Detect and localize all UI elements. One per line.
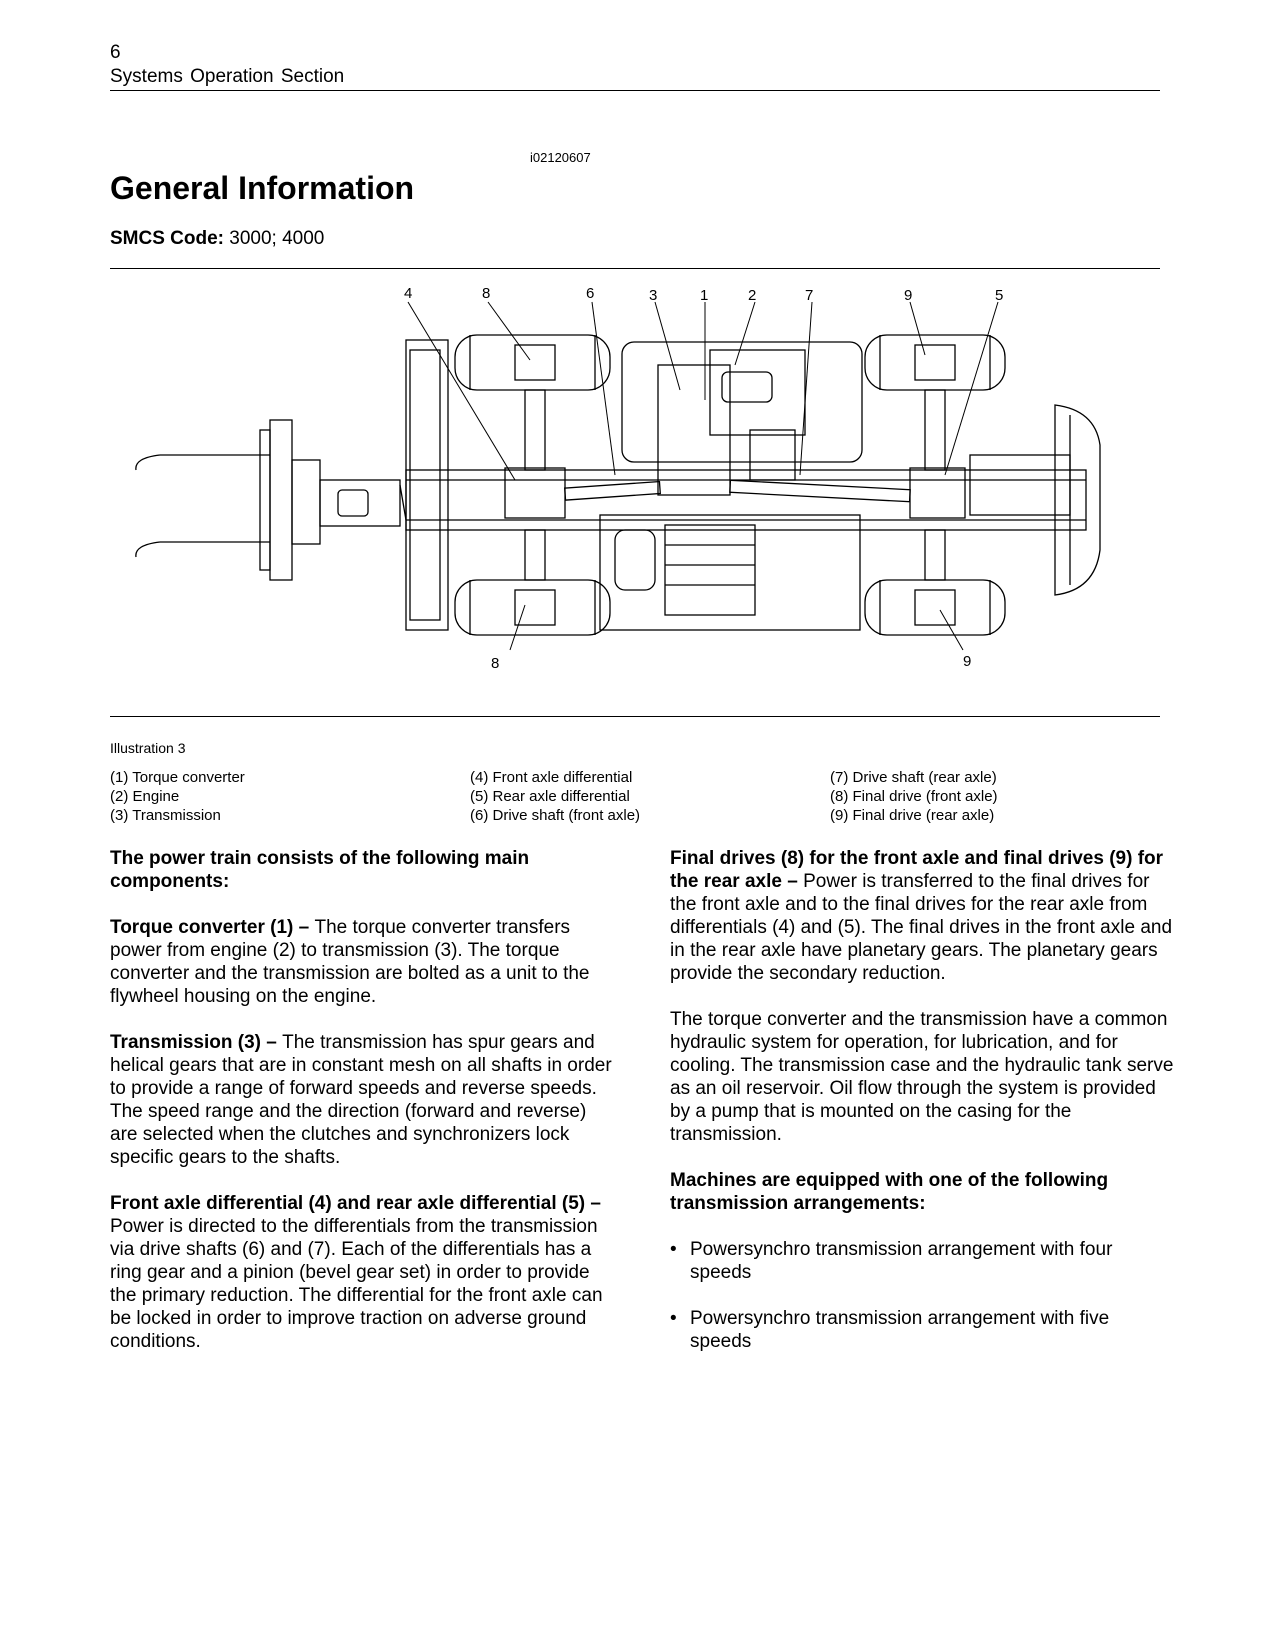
- illustration-caption: Illustration 3: [110, 740, 186, 756]
- callout-5-label: 5: [995, 287, 1004, 304]
- differential-paragraph: Front axle differential (4) and rear axle differential (5) – Power is directed to the differentials from the transmission via drive shafts (6) and (7). Each of the differentials has a ring gear and a pinion (bevel gear set) in order to provide the primary reduction. The differential for the front axle can be locked in order to improve traction on adverse ground conditions.: [110, 1193, 603, 1352]
- arrangements-heading: Machines are equipped with one of the following transmission arrangements:: [670, 1170, 1109, 1214]
- title-rule: [110, 268, 1160, 269]
- callout-6-label: 6: [586, 285, 595, 302]
- hydraulic-system-paragraph: The torque converter and the transmission have a common hydraulic system for operation, for lubrication, and for cooling. The transmission case and the hydraulic tank serve as an oil reservoir. Oil flow through the system is provided by a pump that is mounted on the casing for the transmission.: [670, 1009, 1174, 1145]
- callout-3-label: 3: [649, 287, 658, 304]
- legend-column-1: [110, 768, 245, 825]
- callout-8-bottom-label: 8: [491, 655, 500, 672]
- rear-right-wheel: [865, 580, 1005, 635]
- front-right-wheel: [455, 580, 610, 635]
- legend-item: (1) Torque converter: [110, 769, 245, 786]
- legend-item: (3) Transmission: [110, 807, 221, 824]
- callout-4-label: 4: [404, 285, 413, 302]
- left-text-column: [110, 847, 615, 1376]
- legend-column-3: [830, 768, 998, 825]
- callout-8-label: 8: [482, 285, 491, 302]
- callout-9-bottom-label: 9: [963, 653, 972, 670]
- section-title: Systems Operation Section: [110, 66, 345, 87]
- legend-item: (8) Final drive (front axle): [830, 788, 998, 805]
- right-text-column: [670, 847, 1175, 1376]
- bullet-icon: •: [670, 1239, 677, 1260]
- legend-item: (6) Drive shaft (front axle): [470, 807, 641, 824]
- arrangement-list: [670, 1238, 1175, 1353]
- legend-column-2: [470, 768, 640, 825]
- front-left-wheel: [455, 335, 610, 390]
- callout-9-label: 9: [904, 287, 913, 304]
- smcs-value: 3000; 4000: [224, 228, 325, 249]
- rear-left-wheel: [865, 335, 1005, 390]
- page-title: General Information: [110, 170, 415, 206]
- smcs-code: [110, 228, 324, 250]
- torque-converter-paragraph: Torque converter (1) – The torque converter transfers power from engine (2) to transmission (3). The torque converter and the transmission are bolted as a unit to the flywheel housing on the engine.: [110, 917, 590, 1007]
- transmission-paragraph: Transmission (3) – The transmission has spur gears and helical gears that are in constant mesh on all shafts in order to provide a range of forward speeds and reverse speeds. The speed range and the direction (forward and reverse) are selected when the clutches and synchronizers lock specific gears to the shafts.: [110, 1032, 612, 1168]
- document-id: i02120607: [530, 150, 591, 165]
- callout-7-label: 7: [805, 287, 814, 304]
- smcs-label: SMCS Code:: [110, 228, 224, 249]
- header-rule: [110, 90, 1160, 91]
- legend-item: (4) Front axle differential: [470, 769, 633, 786]
- callout-1-label: 1: [700, 287, 709, 304]
- list-item: • Powersynchro transmission arrangement with four speeds: [670, 1239, 1113, 1283]
- bullet-icon: •: [670, 1308, 677, 1329]
- page-number: 6: [110, 42, 121, 63]
- legend-item: (2) Engine: [110, 788, 180, 805]
- legend-item: (7) Drive shaft (rear axle): [830, 769, 997, 786]
- callout-2-label: 2: [748, 287, 757, 304]
- legend-item: (9) Final drive (rear axle): [830, 807, 995, 824]
- figure-rule: [110, 716, 1160, 717]
- list-item: • Powersynchro transmission arrangement with five speeds: [670, 1308, 1110, 1352]
- intro-heading: The power train consists of the following main components:: [110, 848, 530, 892]
- final-drives-paragraph: Final drives (8) for the front axle and final drives (9) for the rear axle – Power is transferred to the final drives for the front axle and to the final drives for the rear axle from differentials (4) and (5). The final drives in the front axle and in the rear axle have planetary gears. The planetary gears provide the secondary reduction.: [670, 848, 1173, 984]
- legend-item: (5) Rear axle differential: [470, 788, 630, 805]
- power-train-illustration: [110, 280, 1160, 700]
